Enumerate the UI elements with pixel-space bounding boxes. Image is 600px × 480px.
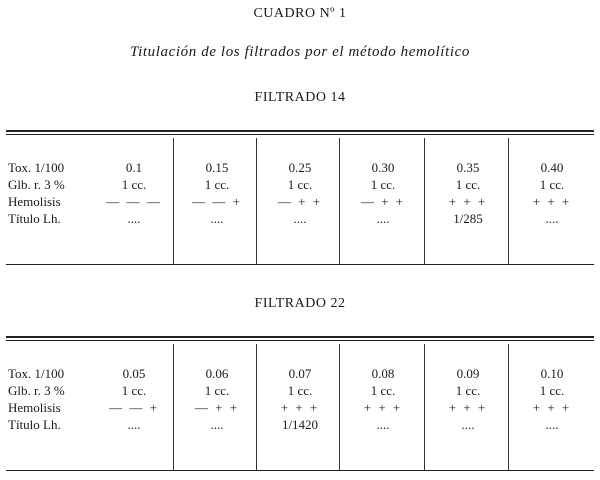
cell-hemolisis: + + +	[532, 194, 572, 209]
table-heading: CUADRO Nº 1	[253, 6, 347, 21]
row-labels	[8, 159, 65, 227]
cell-titulo: ....	[376, 211, 390, 226]
cell-tox: 0.25	[288, 160, 312, 175]
top-rule-inner	[6, 134, 594, 135]
cell-titulo: ....	[461, 417, 475, 432]
cell-glb: 1 cc.	[121, 177, 147, 192]
cell-hemolisis: — + +	[194, 400, 240, 415]
row-label-titulo: Título Lh.	[8, 417, 61, 432]
table-column	[510, 159, 594, 227]
cell-titulo: ....	[210, 211, 224, 226]
cell-glb: 1 cc.	[539, 177, 565, 192]
cell-glb: 1 cc.	[121, 383, 147, 398]
filtrado-14-title: FILTRADO 14	[254, 90, 346, 105]
column-divider	[256, 138, 257, 264]
top-rule-inner	[6, 340, 594, 341]
bottom-rule	[6, 264, 594, 265]
cell-titulo: ....	[376, 417, 390, 432]
table-column	[175, 365, 259, 433]
cell-hemolisis: — — +	[192, 194, 242, 209]
column-divider	[424, 138, 425, 264]
table-column	[258, 159, 342, 227]
column-divider	[339, 138, 340, 264]
cell-tox: 0.10	[540, 366, 564, 381]
row-label-glb: Glb. r. 3 %	[8, 383, 65, 398]
cell-hemolisis: + + +	[363, 400, 403, 415]
row-label-hemolisis: Hemolisis	[8, 400, 61, 415]
cell-glb: 1 cc.	[370, 177, 396, 192]
row-label-tox: Tox. 1/100	[8, 366, 65, 381]
cell-titulo: ....	[545, 417, 559, 432]
cell-hemolisis: + + +	[532, 400, 572, 415]
cell-titulo: 1/285	[453, 211, 483, 226]
cell-tox: 0.08	[371, 366, 395, 381]
top-rule	[6, 336, 594, 338]
cell-tox: 0.30	[371, 160, 395, 175]
column-divider	[508, 344, 509, 470]
cell-hemolisis: + + +	[448, 400, 488, 415]
column-divider	[173, 344, 174, 470]
row-labels	[8, 365, 65, 433]
filtrado-22-title: FILTRADO 22	[254, 296, 346, 311]
cell-hemolisis: — + +	[360, 194, 406, 209]
column-divider	[256, 344, 257, 470]
cell-tox: 0.07	[288, 366, 312, 381]
table-column	[341, 365, 425, 433]
top-rule	[6, 130, 594, 132]
table-column	[258, 365, 342, 433]
cell-glb: 1 cc.	[370, 383, 396, 398]
cell-tox: 0.35	[456, 160, 480, 175]
table-column	[175, 159, 259, 227]
cell-hemolisis: — + +	[277, 194, 323, 209]
cell-tox: 0.05	[122, 366, 146, 381]
cell-titulo: ....	[210, 417, 224, 432]
cell-glb: 1 cc.	[204, 177, 230, 192]
cell-hemolisis: + + +	[280, 400, 320, 415]
cell-tox: 0.1	[125, 160, 143, 175]
row-label-hemolisis: Hemolisis	[8, 194, 61, 209]
column-divider	[173, 138, 174, 264]
cell-titulo: ....	[293, 211, 307, 226]
table-subtitle: Titulación de los filtrados por el método hemolítico	[130, 44, 470, 60]
cell-tox: 0.06	[205, 366, 229, 381]
table-column	[92, 365, 176, 433]
cell-tox: 0.40	[540, 160, 564, 175]
cell-hemolisis: + + +	[448, 194, 488, 209]
table-column	[426, 365, 510, 433]
cell-titulo: 1/1420	[281, 417, 319, 432]
column-divider	[424, 344, 425, 470]
cell-titulo: ....	[127, 417, 141, 432]
row-label-titulo: Título Lh.	[8, 211, 61, 226]
cell-titulo: ....	[545, 211, 559, 226]
cell-tox: 0.15	[205, 160, 229, 175]
cell-hemolisis: — — —	[106, 194, 162, 209]
cell-glb: 1 cc.	[204, 383, 230, 398]
cell-glb: 1 cc.	[287, 383, 313, 398]
cell-hemolisis: — — +	[109, 400, 159, 415]
bottom-rule	[6, 470, 594, 471]
row-label-tox: Tox. 1/100	[8, 160, 65, 175]
table-column	[341, 159, 425, 227]
table-column	[426, 159, 510, 227]
row-label-glb: Glb. r. 3 %	[8, 177, 65, 192]
cell-glb: 1 cc.	[455, 383, 481, 398]
column-divider	[339, 344, 340, 470]
cell-glb: 1 cc.	[287, 177, 313, 192]
cell-glb: 1 cc.	[539, 383, 565, 398]
column-divider	[508, 138, 509, 264]
table-column	[92, 159, 176, 227]
cell-tox: 0.09	[456, 366, 480, 381]
table-column	[510, 365, 594, 433]
cell-glb: 1 cc.	[455, 177, 481, 192]
cell-titulo: ....	[127, 211, 141, 226]
